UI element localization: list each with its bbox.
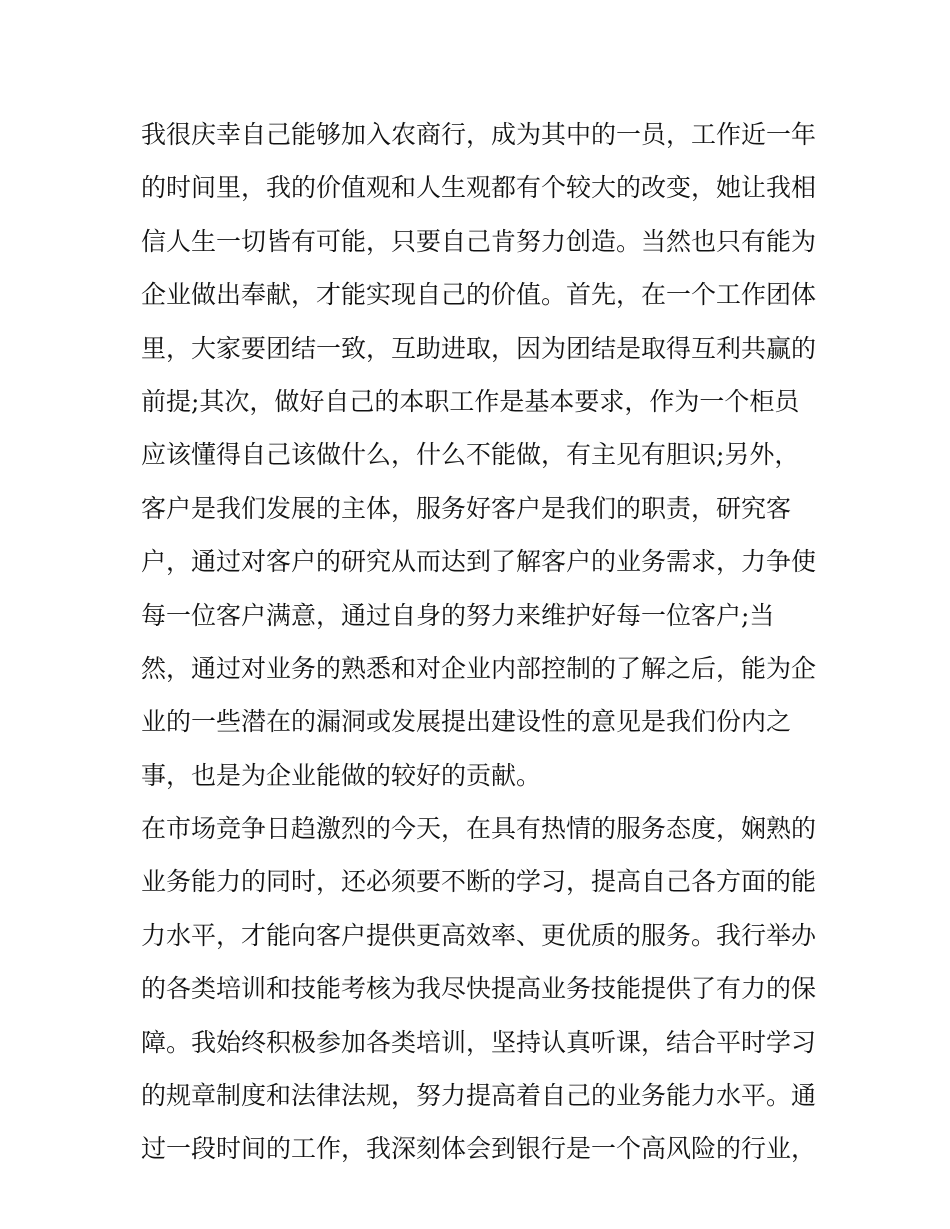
text-line-16: 力水平，才能向客户提供更高效率、更优质的服务。我行举办 [141, 920, 817, 950]
text-line-9: 户，通过对客户的研究从而达到了解客户的业务需求，力争使 [141, 547, 817, 577]
text-line-6: 前提;其次，做好自己的本职工作是基本要求，作为一个柜员 [141, 386, 800, 416]
text-line-18: 障。我始终积极参加各类培训，坚持认真听课，结合平时学习 [141, 1027, 817, 1057]
text-line-1: 我很庆幸自己能够加入农商行，成为其中的一员，工作近一年 [141, 120, 817, 149]
text-line-13: 事，也是为企业能做的较好的贡献。 [141, 760, 542, 790]
text-line-12: 业的一些潜在的漏洞或发展提出建设性的意见是我们份内之 [141, 707, 792, 737]
text-line-2: 的时间里，我的价值观和人生观都有个较大的改变，她让我相 [141, 173, 817, 203]
text-line-20: 过一段时间的工作，我深刻体会到银行是一个高风险的行业， [141, 1134, 817, 1164]
text-line-5: 里，大家要团结一致，互助进取，因为团结是取得互利共赢的 [141, 333, 817, 363]
text-line-3: 信人生一切皆有可能，只要自己肯努力创造。当然也只有能为 [141, 226, 817, 256]
text-line-8: 客户是我们发展的主体，服务好客户是我们的职责，研究客 [141, 493, 792, 523]
text-line-15: 业务能力的同时，还必须要不断的学习，提高自己各方面的能 [141, 867, 817, 897]
text-line-14: 在市场竞争日趋激烈的今天，在具有热情的服务态度，娴熟的 [141, 814, 817, 844]
text-line-7: 应该懂得自己该做什么，什么不能做，有主见有胆识;另外， [141, 440, 800, 470]
text-line-11: 然，通过对业务的熟悉和对企业内部控制的了解之后，能为企 [141, 653, 817, 683]
text-line-17: 的各类培训和技能考核为我尽快提高业务技能提供了有力的保 [141, 974, 817, 1004]
body-text [141, 108, 821, 1176]
text-line-10: 每一位客户满意，通过自身的努力来维护好每一位客户;当 [141, 600, 775, 630]
text-line-4: 企业做出奉献，才能实现自己的价值。首先，在一个工作团体 [141, 280, 817, 310]
text-line-19: 的规章制度和法律法规，努力提高着自己的业务能力水平。通 [141, 1081, 817, 1111]
